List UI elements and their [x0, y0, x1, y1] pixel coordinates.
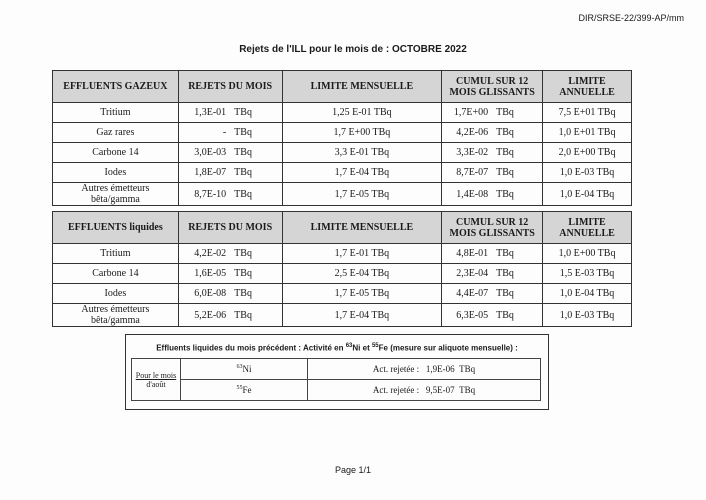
rolling-cumulative: 4,8E-01 TBq	[442, 244, 543, 264]
monthly-limit: 1,7 E-04 TBq	[282, 163, 442, 183]
effluent-name: Carbone 14	[53, 264, 179, 284]
col-header: CUMUL SUR 12 MOIS GLISSANTS	[442, 212, 543, 244]
effluent-name: Autres émetteurs bêta/gamma	[53, 183, 179, 206]
col-header: CUMUL SUR 12 MOIS GLISSANTS	[442, 71, 543, 103]
table-row	[53, 244, 632, 264]
monthly-limit: 2,5 E-04 TBq	[282, 264, 442, 284]
effluent-name: Carbone 14	[53, 143, 179, 163]
table-row	[53, 103, 632, 123]
monthly-release: 1,6E-05 TBq	[178, 264, 282, 284]
annual-limit: 1,0 E+01 TBq	[543, 123, 632, 143]
liquid-effluents-table	[52, 211, 632, 327]
effluent-name: Iodes	[53, 163, 179, 183]
monthly-release: 8,7E-10 TBq	[178, 183, 282, 206]
monthly-release: 1,8E-07 TBq	[178, 163, 282, 183]
monthly-release: - TBq	[178, 123, 282, 143]
annual-limit: 1,0 E-03 TBq	[543, 163, 632, 183]
table-row	[132, 359, 541, 380]
col-header: EFFLUENTS liquides	[53, 212, 179, 244]
annual-limit: 1,0 E+00 TBq	[543, 244, 632, 264]
col-header: EFFLUENTS GAZEUX	[53, 71, 179, 103]
monthly-release: 3,0E-03 TBq	[178, 143, 282, 163]
rolling-cumulative: 2,3E-04 TBq	[442, 264, 543, 284]
monthly-limit: 1,7 E-05 TBq	[282, 183, 442, 206]
rolling-cumulative: 1,7E+00 TBq	[442, 103, 543, 123]
activity-cell: Act. rejetée : 1,9E-06 TBq	[308, 359, 541, 380]
table-row	[53, 143, 632, 163]
table-row	[132, 380, 541, 401]
document-reference: DIR/SRSE-22/399-AP/mm	[578, 13, 684, 23]
annual-limit: 1,0 E-04 TBq	[543, 183, 632, 206]
isotope-cell: $^{55}$Fe	[181, 380, 308, 401]
annual-limit: 1,0 E-03 TBq	[543, 304, 632, 327]
monthly-limit: 1,25 E-01 TBq	[282, 103, 442, 123]
isotope-cell: $^{63}$Ni	[181, 359, 308, 380]
monthly-release: 4,2E-02 TBq	[178, 244, 282, 264]
activity-cell: Act. rejetée : 9,5E-07 TBq	[308, 380, 541, 401]
monthly-limit: 3,3 E-01 TBq	[282, 143, 442, 163]
col-header: REJETS DU MOIS	[178, 212, 282, 244]
rolling-cumulative: 3,3E-02 TBq	[442, 143, 543, 163]
monthly-release: 6,0E-08 TBq	[178, 284, 282, 304]
previous-month-box	[125, 334, 549, 410]
monthly-release: 1,3E-01 TBq	[178, 103, 282, 123]
monthly-limit: 1,7 E-05 TBq	[282, 284, 442, 304]
monthly-release: 5,2E-06 TBq	[178, 304, 282, 327]
page-title: Rejets de l'ILL pour le mois de : OCTOBRE 2022	[239, 44, 467, 55]
table-row	[53, 264, 632, 284]
gaseous-effluents-table	[52, 70, 632, 206]
col-header: LIMITE MENSUELLE	[282, 71, 442, 103]
page-number: Page 1/1	[334, 465, 372, 475]
effluent-name: Iodes	[53, 284, 179, 304]
table-row	[53, 284, 632, 304]
table-row	[53, 163, 632, 183]
monthly-limit: 1,7 E+00 TBq	[282, 123, 442, 143]
rolling-cumulative: 4,4E-07 TBq	[442, 284, 543, 304]
annual-limit: 2,0 E+00 TBq	[543, 143, 632, 163]
monthly-limit: 1,7 E-01 TBq	[282, 244, 442, 264]
rolling-cumulative: 1,4E-08 TBq	[442, 183, 543, 206]
rolling-cumulative: 8,7E-07 TBq	[442, 163, 543, 183]
table-header-row	[53, 71, 632, 103]
annual-limit: 1,5 E-03 TBq	[543, 264, 632, 284]
col-header: LIMITE ANNUELLE	[543, 212, 632, 244]
table-row	[53, 183, 632, 206]
annual-limit: 7,5 E+01 TBq	[543, 103, 632, 123]
rolling-cumulative: 6,3E-05 TBq	[442, 304, 543, 327]
period-label: Pour le mois d'août	[132, 359, 181, 401]
rolling-cumulative: 4,2E-06 TBq	[442, 123, 543, 143]
col-header: LIMITE ANNUELLE	[543, 71, 632, 103]
table-row	[53, 123, 632, 143]
previous-month-table	[131, 358, 541, 401]
table-row	[53, 304, 632, 327]
effluent-name: Autres émetteurs bêta/gamma	[53, 304, 179, 327]
annual-limit: 1,0 E-04 TBq	[543, 284, 632, 304]
monthly-limit: 1,7 E-04 TBq	[282, 304, 442, 327]
previous-month-heading: Effluents liquides du mois précédent : Activité en $^{63}$Ni et $^{55}$Fe (mesure sur aliquote mensuelle) :	[156, 343, 518, 353]
effluent-name: Gaz rares	[53, 123, 179, 143]
table-header-row	[53, 212, 632, 244]
col-header: REJETS DU MOIS	[178, 71, 282, 103]
effluent-name: Tritium	[53, 103, 179, 123]
col-header: LIMITE MENSUELLE	[282, 212, 442, 244]
effluent-name: Tritium	[53, 244, 179, 264]
